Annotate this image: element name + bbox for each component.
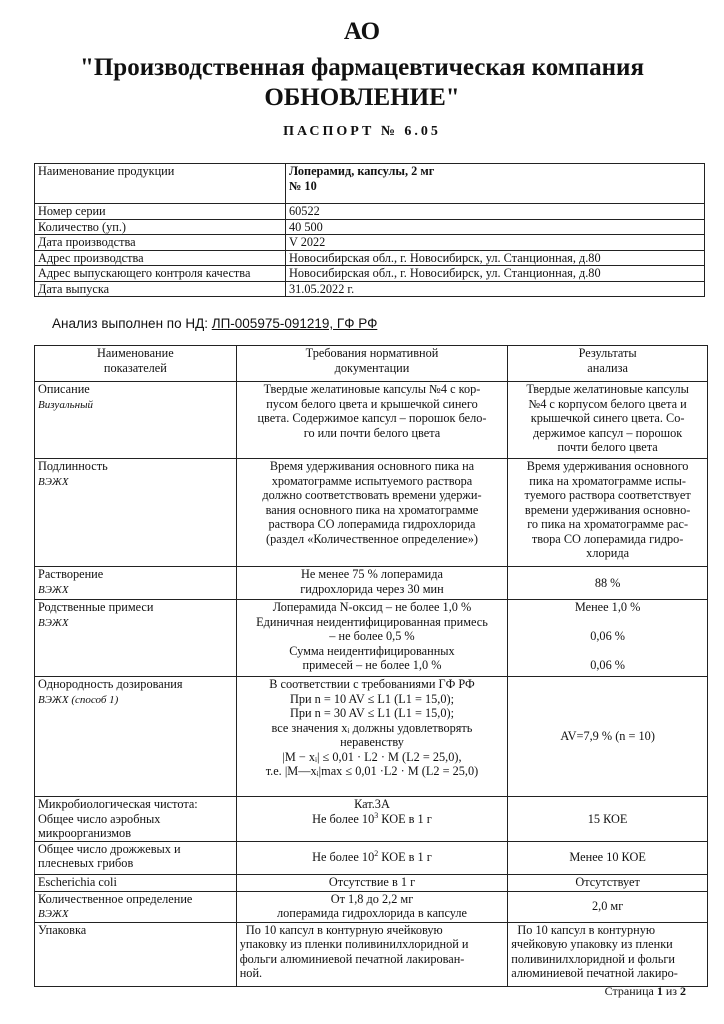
req-text: Не более 10 xyxy=(312,850,375,865)
param-name: Упаковка xyxy=(35,922,237,986)
requirement-cell: От 1,8 до 2,2 мг лоперамида гидрохлорида в капсуле xyxy=(236,891,508,922)
info-value: 31.05.2022 г. xyxy=(286,281,705,297)
param-method: ВЭЖХ (способ 1) xyxy=(38,693,119,706)
info-label: Дата производства xyxy=(35,235,286,251)
analysis-reference xyxy=(52,316,377,331)
param-cell xyxy=(35,459,237,567)
param-cell xyxy=(35,567,237,600)
page-of: из xyxy=(662,984,680,998)
result-cell: AV=7,9 % (n = 10) xyxy=(508,677,708,797)
info-row xyxy=(35,204,705,220)
req-text: КОЕ в 1 г xyxy=(378,850,432,865)
table-row xyxy=(35,922,708,986)
param-name: Подлинность xyxy=(38,459,108,473)
result-cell: Менее 1,0 % 0,06 % 0,06 % xyxy=(508,600,708,677)
param-cell xyxy=(35,382,237,459)
param-cell xyxy=(35,891,237,922)
info-value: V 2022 xyxy=(286,235,705,251)
result-cell: Время удерживания основного пика на хроматограмме испы- туемого раствора соответствует времени удерживания основно- го пика на хроматограмме рас- твора СО лоперамида гидро- хлорида xyxy=(508,459,708,567)
info-label: Дата выпуска xyxy=(35,281,286,297)
requirement-cell xyxy=(236,841,508,874)
requirement-cell: Отсутствие в 1 г xyxy=(236,874,508,891)
req-text: КОЕ в 1 г xyxy=(378,811,432,826)
param-name: Микробиологическая чистота: Общее число аэробных микроорганизмов xyxy=(35,797,237,842)
requirement-cell: Твердые желатиновые капсулы №4 с кор- пусом белого цвета и крышечкой синего цвета. Содержимое капсул – порошок бело- го или почти белого цвета xyxy=(236,382,508,459)
analysis-table xyxy=(34,345,708,987)
table-row xyxy=(35,841,708,874)
info-value: 40 500 xyxy=(286,219,705,235)
table-row xyxy=(35,874,708,891)
current-page: 1 xyxy=(656,984,663,998)
company-name-2: ОБНОВЛЕНИЕ" xyxy=(264,84,460,111)
info-row xyxy=(35,266,705,282)
table-row xyxy=(35,567,708,600)
requirement-cell: По 10 капсул в контурную ячейковую упаковку из пленки поливинилхлоридной и фольги алюминиевой печатной лакирован- ной. xyxy=(236,922,508,986)
info-label: Наименование продукции xyxy=(35,164,286,204)
table-row xyxy=(35,891,708,922)
requirement-cell: В соответствии с требованиями ГФ РФ При n = 10 AV ≤ L1 (L1 = 15,0); При n = 30 AV ≤ L1 (L1 = 15,0); все значения xᵢ должны удовлетворять неравенству |M − xᵢ| ≤ 0,01 · L2 · M (L2 = 25,0), т.е. |M—xᵢ|max ≤ 0,01 ·L2 · M (L2 = 25,0) xyxy=(236,677,508,797)
table-row xyxy=(35,382,708,459)
param-name: Родственные примеси xyxy=(38,600,154,614)
param-name: Количественное определение xyxy=(38,891,193,906)
result-cell: Менее 10 КОЕ xyxy=(508,841,708,874)
param-name: Описание xyxy=(38,382,90,396)
info-row xyxy=(35,219,705,235)
info-row xyxy=(35,235,705,251)
param-name: Общее число дрожжевых и плесневых грибов xyxy=(35,841,237,874)
info-row xyxy=(35,250,705,266)
param-name: Escherichia coli xyxy=(35,874,237,891)
requirement-cell: Не менее 75 % лоперамида гидрохлорида через 30 мин xyxy=(236,567,508,600)
result-cell: Твердые желатиновые капсулы №4 с корпусом белого цвета и крышечкой синего цвета. Со- держимое капсул – порошок почти белого цвета xyxy=(508,382,708,459)
param-cell xyxy=(35,677,237,797)
table-header xyxy=(35,346,708,382)
table-row xyxy=(35,459,708,567)
header-cell: Наименование показателей xyxy=(35,346,237,382)
info-value: Лоперамид, капсулы, 2 мг № 10 xyxy=(286,164,705,204)
result-cell: По 10 капсул в контурную ячейковую упаковку из пленки поливинилхлоридной и фольги алюминиевой печатной лакиро- xyxy=(508,922,708,986)
nd-reference: ЛП-005975-091219, ГФ РФ xyxy=(211,316,378,331)
page-number xyxy=(605,984,686,999)
product-info-table xyxy=(34,163,705,297)
passport-title: ПАСПОРТ № 6.05 xyxy=(283,124,441,139)
exponent: 3 xyxy=(374,810,379,820)
requirement-cell xyxy=(236,797,508,842)
param-name: Растворение xyxy=(38,567,104,581)
param-name: Однородность дозирования xyxy=(38,677,183,691)
result-cell: 2,0 мг xyxy=(508,891,708,922)
total-pages: 2 xyxy=(680,984,686,998)
param-method: ВЭЖХ xyxy=(38,908,69,920)
info-label: Количество (уп.) xyxy=(35,219,286,235)
requirement-cell: Время удерживания основного пика на хроматограмме испытуемого раствора должно соответствовать времени удержи- вания основного пика на хроматограмме раствора СО лоперамида гидрохлорида (раздел «Количественное определение») xyxy=(236,459,508,567)
param-method: ВЭЖХ xyxy=(38,616,69,629)
info-label: Адрес производства xyxy=(35,250,286,266)
req-text: Кат.3А Не более 10 xyxy=(312,797,390,826)
company-name: "Производственная фармацевтическая компания xyxy=(79,54,644,81)
requirement-cell: Лоперамида N-оксид – не более 1,0 % Единичная неидентифицированная примесь – не более 0,5 % Сумма неидентифицированных примесей – не более 1,0 % xyxy=(236,600,508,677)
analysis-prefix: Анализ выполнен по НД: xyxy=(52,316,212,331)
table-row xyxy=(35,797,708,842)
info-value: Новосибирская обл., г. Новосибирск, ул. Станционная, д.80 xyxy=(286,250,705,266)
page-label: Страница xyxy=(604,984,657,998)
result-cell: Отсутствует xyxy=(508,874,708,891)
info-row xyxy=(35,281,705,297)
param-method: ВЭЖХ xyxy=(38,475,69,488)
exponent: 2 xyxy=(374,849,379,859)
param-method: ВЭЖХ xyxy=(38,583,69,596)
info-value: 60522 xyxy=(286,204,705,220)
table-row xyxy=(35,600,708,677)
info-value: Новосибирская обл., г. Новосибирск, ул. Станционная, д.80 xyxy=(286,266,705,282)
table-row xyxy=(35,677,708,797)
info-label: Номер серии xyxy=(35,204,286,220)
header-cell: Требования нормативной документации xyxy=(236,346,508,382)
info-label: Адрес выпускающего контроля качества xyxy=(35,266,286,282)
param-cell xyxy=(35,600,237,677)
header-cell: Результаты анализа xyxy=(508,346,708,382)
result-cell: 88 % xyxy=(508,567,708,600)
param-method: Визуальный xyxy=(38,398,94,411)
result-cell: 15 КОЕ xyxy=(508,797,708,842)
info-row xyxy=(35,164,705,204)
org-type: АО xyxy=(343,18,381,45)
